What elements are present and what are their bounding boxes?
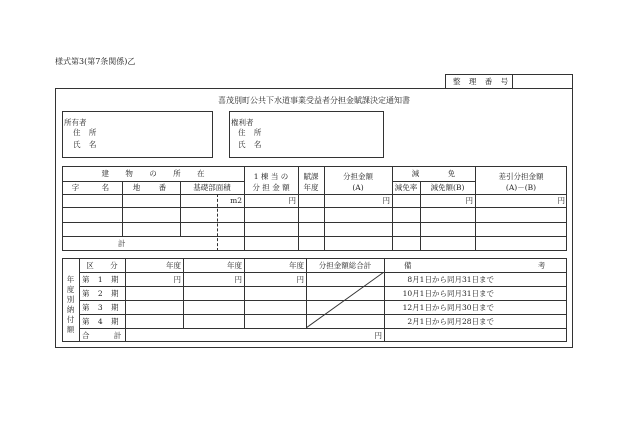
side-label-char-6: 額: [66, 325, 75, 334]
amount-header-2: (A): [352, 183, 364, 192]
table1-total-label: 計: [118, 239, 126, 248]
floor-area-header: 基礎部面積: [193, 183, 231, 192]
remarks-row-1: 8月1日から同月31日まで: [407, 275, 494, 284]
unit-price-header-1: 1 棟 当 の: [253, 172, 289, 181]
owner-address-label: 住 所: [73, 128, 100, 137]
year-header-1: 賦課: [303, 172, 319, 181]
ref-number-label: 整 理 番 号: [453, 77, 512, 86]
notice-title: 喜茂別町公共下水道事業受益者分担金賦課決定通知書: [218, 96, 410, 105]
side-label-char-4: 納: [66, 305, 75, 314]
side-label-char-5: 付: [66, 315, 75, 324]
right-holder-name-label: 氏 名: [238, 140, 265, 149]
side-label-char-2: 度: [66, 285, 75, 294]
building-location-header: 建 物 の 所 在: [101, 169, 205, 178]
reduction-header: 減 免: [411, 169, 456, 178]
net-amount-header-2: (A)－(B): [505, 183, 537, 192]
total-row-label: 合 計: [82, 331, 122, 340]
sum-total-header: 分担金額総合計: [318, 261, 372, 270]
remarks-row-4: 2月1日から同月28日まで: [407, 317, 494, 326]
year-col-3-header: 年度: [289, 261, 304, 270]
remarks-header: 備 考: [404, 261, 546, 270]
period-1-label: 第 1 期: [82, 275, 119, 284]
unit-price-header-2: 分 担 金 額: [252, 183, 290, 192]
reduction-amount-header: 減免額(B): [430, 183, 465, 192]
form-code: 様式第3(第7条関係)乙: [55, 57, 136, 66]
yen-grand-total: 円: [374, 331, 382, 340]
right-holder-address-label: 住 所: [238, 128, 265, 137]
period-3-label: 第 3 期: [82, 303, 119, 312]
year-header-2: 年度: [303, 183, 319, 192]
category-header: 区 分: [86, 261, 118, 270]
remarks-row-3: 12月1日から同月30日まで: [402, 303, 494, 312]
aza-header: 字 名: [71, 183, 113, 192]
chiban-header: 地 番: [132, 183, 170, 192]
yen-col-2: 円: [234, 275, 242, 284]
unit-yen-reduction: 円: [465, 196, 473, 205]
owner-name-label: 氏 名: [73, 140, 100, 149]
side-label-char-1: 年: [66, 275, 75, 284]
right-holder-heading: 権利者: [231, 118, 254, 127]
unit-yen-price: 円: [288, 196, 296, 205]
reduction-rate-header: 減免率: [394, 183, 418, 192]
net-amount-header-1: 差引分担金額: [498, 172, 544, 181]
year-col-1-header: 年度: [166, 261, 181, 270]
side-label-char-3: 別: [66, 295, 75, 304]
remarks-row-2: 10月1日から同月31日まで: [402, 289, 494, 298]
period-4-label: 第 4 期: [82, 317, 119, 326]
yen-col-3: 円: [296, 275, 304, 284]
owner-heading: 所有者: [64, 118, 87, 127]
amount-header-1: 分担金額: [343, 172, 373, 181]
unit-yen-net: 円: [557, 196, 565, 205]
year-col-2-header: 年度: [227, 261, 242, 270]
yen-col-1: 円: [173, 275, 181, 284]
period-2-label: 第 2 期: [82, 289, 119, 298]
unit-yen-amount: 円: [382, 196, 390, 205]
unit-m2: m2: [230, 196, 242, 205]
sum-diagonal-line: [306, 272, 384, 328]
ref-number-field[interactable]: [513, 75, 572, 88]
